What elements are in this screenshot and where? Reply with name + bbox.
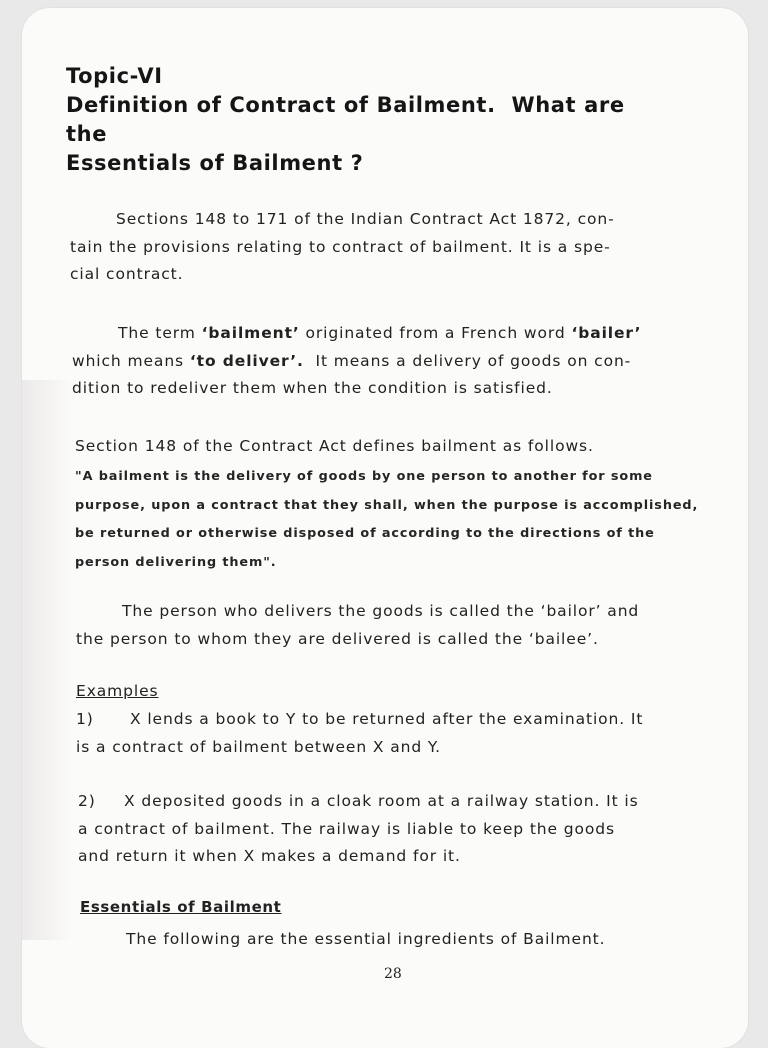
quote-line-1: "A bailment is the delivery of goods by one person to another for some (75, 469, 653, 484)
section148-intro: Section 148 of the Contract Act defines bailment as follows. (75, 437, 594, 455)
example-2-number: 2) (78, 792, 96, 810)
example-2-line-3: and return it when X makes a demand for it. (78, 847, 461, 865)
persons-line-2: the person to whom they are delivered is called the ‘bailee’. (76, 629, 599, 648)
title-line-1: Definition of Contract of Bailment. What are (66, 93, 625, 117)
example-2-line-2: a contract of bailment. The railway is liable to keep the goods (78, 819, 616, 838)
essentials-line: The following are the essential ingredients of Bailment. (126, 930, 606, 948)
term-word-bailment: ‘bailment’ (201, 324, 300, 342)
example-2 (78, 788, 738, 871)
term-mid2: which means (72, 351, 190, 370)
page-number: 28 (384, 966, 402, 982)
term-word-deliver: ‘to deliver’. (189, 351, 304, 370)
topic-label: Topic-VI (66, 64, 163, 88)
intro-line-3: cial contract. (70, 265, 184, 283)
examples-heading: Examples (76, 682, 159, 700)
example-1-number: 1) (76, 710, 94, 728)
intro-line-1: Sections 148 to 171 of the Indian Contract Act 1872, con- (116, 210, 615, 228)
term-paragraph (72, 320, 732, 403)
term-mid: originated from a French word (299, 324, 572, 342)
title-line-2: the (66, 122, 108, 146)
example-2-line-1: X deposited goods in a cloak room at a railway station. It is (124, 792, 639, 810)
term-rest: It means a delivery of goods on con- (303, 351, 632, 370)
example-1-line-2: is a contract of bailment between X and Y. (76, 737, 441, 756)
quote-line-2: purpose, upon a contract that they shall, when the purpose is accomplished, (75, 497, 699, 513)
quote-line-4: person delivering them". (75, 554, 277, 570)
example-1 (76, 706, 736, 761)
section148-quote (75, 463, 735, 577)
intro-line-2: tain the provisions relating to contract of bailment. It is a spe- (70, 237, 611, 256)
essentials-heading: Essentials of Bailment (80, 898, 282, 916)
term-lead: The term (118, 324, 202, 342)
term-word-bailer: ‘bailer’ (571, 324, 642, 342)
term-line-3: dition to redeliver them when the condition is satisfied. (72, 379, 553, 397)
page-title (66, 62, 736, 178)
example-1-line-1: X lends a book to Y to be returned after the examination. It (130, 710, 644, 728)
persons-line-1: The person who delivers the goods is called the ‘bailor’ and (122, 602, 640, 620)
intro-paragraph (70, 206, 730, 289)
title-line-3: Essentials of Bailment ? (66, 151, 364, 175)
persons-paragraph (76, 598, 736, 653)
quote-line-3: be returned or otherwise disposed of according to the directions of the (75, 526, 655, 541)
